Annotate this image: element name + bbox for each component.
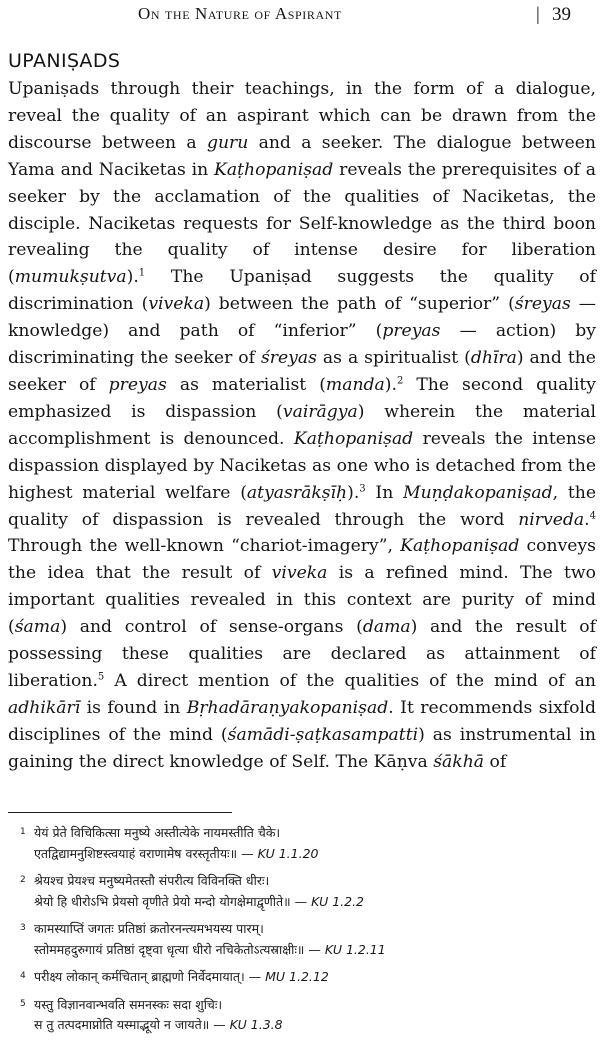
body-text-run: Through the well-known “chariot-imagery”, [8,536,401,557]
body-text-run: as a spiritualist ( [316,348,471,369]
footnote-verse-text: स तु तत्पदमाप्नोति यस्माद्भूयो न जायते॥ — [34,1017,230,1032]
footnote-verse-text: एतद्विद्यामनुशिष्टस्त्वयाहं वराणामेष वरस्तृतीयः॥ — [34,845,258,861]
term-italic: Kaṭhopaniṣad [293,428,414,449]
footnote-number: 1 [20,827,26,837]
body-text-run: Upaniṣads through their teachings, in the form of a dialogue, reveal the quality of an aspirant which can be drawn from the discourse between a [8,79,596,153]
footnote-verse-line [20,940,590,961]
term-italic: preyas [108,374,167,395]
footnote-ref: 4 [589,509,596,521]
footnote-verse-line: येयं प्रेते विचिकित्सा मनुष्ये अस्तीत्येके नायमस्तीति चैके। [34,825,281,840]
footnote-number: 5 [20,998,26,1009]
footnote [20,994,590,1036]
section-heading: UPANIṢADS [8,50,121,72]
footnote-reference: KU 1.1.20 [257,845,319,861]
footnote [20,822,590,864]
footnote-number: 4 [20,971,26,981]
footnote-verse-line: श्रेयश्च प्रेयश्च मनुष्यमेतस्तौ संपरीत्य विविनक्ति धीरः। [34,873,270,888]
footnotes [20,822,590,1042]
footnote-verse-line [20,1015,590,1036]
body-text-run: and a seeker. The dialogue between Yama and Naciketas in [8,132,596,180]
body-text-run: . It recommends sixfold disciplines of the mind ( [8,697,596,745]
term-italic: guru [206,132,249,153]
footnote-reference: MU 1.2.12 [265,969,329,984]
term-italic: Kaṭhopaniṣad [400,536,520,557]
term-italic: śamādi-ṣaṭkasampatti [227,724,419,745]
body-text-run: In [365,482,404,503]
body-text-run: ) between the path of “superior” ( [204,294,515,315]
term-italic: Bṛhadāraṇyakopaniṣad [186,697,389,718]
footnote-reference: KU 1.2.2 [311,893,365,909]
body-text-run: reveals the intense dispassion displayed by Naciketas as one who is detached from the highest material welfare ( [8,428,596,503]
footnote [20,966,590,988]
body-text-run: is found in [80,697,187,718]
body-text-run: ). [126,267,139,288]
body-text-run: ) and control of sense-organs ( [60,617,363,638]
body-text-run: ) and the result of possessing these qualities are declared as attainment of liberation. [8,617,596,691]
footnote-ref: 3 [359,482,366,494]
body-text-run: The Upaniṣad suggests the quality of discrimination ( [8,267,596,315]
footnote-number: 2 [20,875,26,885]
body-paragraph [8,76,596,776]
footnote-ref: 2 [396,375,404,387]
term-italic: manda [325,374,385,395]
body-text-run: A direct mention of the qualities of the mind of an [104,670,596,691]
term-italic: śama [14,617,61,638]
term-italic: adhikārī [8,697,81,718]
footnote-verse-line: परीक्ष्य लोकान् कर्मचितान् ब्राह्मणो निर्वेदमायात्। — [34,969,266,984]
body-text-run: , the quality of dispassion is revealed through the word [8,482,597,530]
term-italic: preyas [382,321,441,342]
body-text-run: — action) by discriminating the seeker of [8,321,596,369]
footnote [20,870,590,912]
footnote-verse-line [20,844,590,865]
term-italic: vairāgya [282,401,358,422]
term-italic: mumukṣutva [14,267,127,288]
body-text-run: reveals the prerequisites of a seeker by the acclamation of the qualities of Naciketas, the disciple. Naciketas requests for Self-knowledge as the third boon revealing the quality of intense desire for liberation ( [8,159,596,288]
footnote-verse-line: यस्तु विज्ञानवान्भवति समनस्कः सदा शुचिः। [34,996,223,1012]
body-text-run: ) as instrumental in gaining the direct knowledge of Self. The Kāṇva [8,724,596,772]
footnote-verse-line [20,892,590,913]
body-text-run: ) and the seeker of [8,348,596,395]
footnote-divider [8,812,232,813]
body-text-run: — knowledge) and path of “inferior” ( [8,294,596,342]
term-italic: Muṇḍakopaniṣad [403,482,553,503]
body-text-run: ). [384,374,397,395]
body-text-run: ). [347,482,360,503]
footnote-ref: 1 [138,267,146,279]
term-italic: śreyas [260,348,317,369]
footnote-reference: KU 1.2.11 [324,941,386,957]
term-italic: dhīra [470,348,517,369]
term-italic: atyasrākṣīḥ [246,482,348,503]
term-italic: viveka [148,294,205,315]
term-italic: śākhā [433,751,485,772]
body-text-run: ) wherein the material accomplishment is denounced. [8,401,596,449]
chapter-title: On the Nature of Aspirant [138,4,342,23]
body-text-run: as materialist ( [166,374,326,395]
header-separator: | [536,4,540,25]
footnote-reference: KU 1.3.8 [229,1017,283,1032]
body-text-run: conveys the idea that the result of [8,536,597,584]
term-italic: dama [362,617,411,638]
body-text-run: of [484,751,507,772]
page-number: 39 [552,4,571,25]
term-italic: viveka [271,563,328,584]
footnote-ref: 5 [97,671,105,683]
body-text-run: . [584,509,590,530]
term-italic: śreyas [514,294,571,315]
footnote [20,918,590,960]
body-text-run: is a refined mind. The two important qualities revealed in this context are purity of mind ( [8,563,596,638]
running-header [0,2,600,30]
footnote-verse-text: श्रेयो हि धीरोऽभि प्रेयसो वृणीते प्रेयो मन्दो योगक्षेमाद्वृणीते॥ — [34,893,312,909]
body-text-run: The second quality emphasized is dispassion ( [8,374,597,422]
footnote-verse-text: स्तोममहदुरुगायं प्रतिष्ठां दृष्ट्वा धृत्या धीरो नचिकेतोऽत्यस्राक्षीः॥ — [34,941,325,957]
term-italic: nirveda [518,509,585,530]
term-italic: Kaṭhopaniṣad [214,159,334,180]
footnote-number: 3 [20,923,26,933]
footnote-verse-line: कामस्याप्तिं जगतः प्रतिष्ठां क्रतोरनन्त्यमभयस्य पारम्। [34,921,264,936]
